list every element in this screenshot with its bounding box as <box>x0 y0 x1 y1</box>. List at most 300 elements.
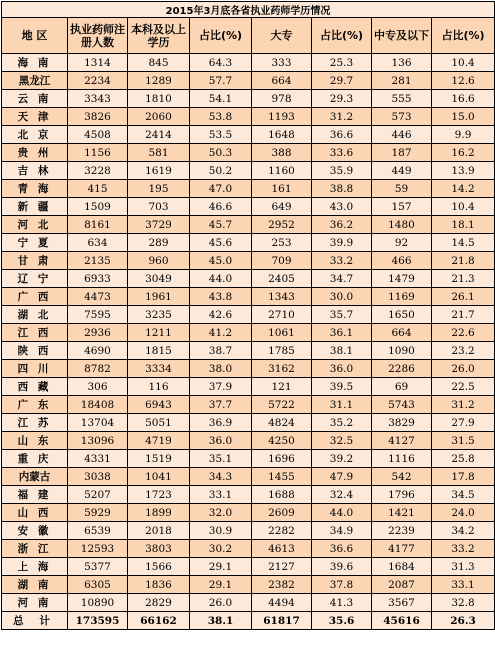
value-cell: 38.8 <box>312 180 372 198</box>
value-cell: 3826 <box>68 108 128 126</box>
region-cell: 山 东 <box>2 432 68 450</box>
value-cell: 47.9 <box>312 468 372 486</box>
value-cell: 542 <box>372 468 432 486</box>
value-cell: 388 <box>252 144 312 162</box>
value-cell: 31.3 <box>432 558 495 576</box>
value-cell: 1041 <box>128 468 190 486</box>
value-cell: 5722 <box>252 396 312 414</box>
value-cell: 2135 <box>68 252 128 270</box>
value-cell: 1566 <box>128 558 190 576</box>
region-cell: 江 苏 <box>2 414 68 432</box>
value-cell: 26.1 <box>432 288 495 306</box>
value-cell: 1169 <box>372 288 432 306</box>
value-cell: 1314 <box>68 54 128 72</box>
value-cell: 306 <box>68 378 128 396</box>
value-cell: 24.0 <box>432 504 495 522</box>
value-cell: 1688 <box>252 486 312 504</box>
value-cell: 22.5 <box>432 378 495 396</box>
value-cell: 2087 <box>372 576 432 594</box>
value-cell: 38.7 <box>190 342 252 360</box>
value-cell: 54.1 <box>190 90 252 108</box>
value-cell: 31.5 <box>432 432 495 450</box>
value-cell: 16.6 <box>432 90 495 108</box>
value-cell: 187 <box>372 144 432 162</box>
value-cell: 32.4 <box>312 486 372 504</box>
table-row <box>2 234 495 252</box>
value-cell: 3235 <box>128 306 190 324</box>
value-cell: 17.8 <box>432 468 495 486</box>
value-cell: 8161 <box>68 216 128 234</box>
value-cell: 449 <box>372 162 432 180</box>
region-cell: 辽 宁 <box>2 270 68 288</box>
table-row <box>2 54 495 72</box>
value-cell: 1648 <box>252 126 312 144</box>
value-cell: 5207 <box>68 486 128 504</box>
table-row <box>2 198 495 216</box>
region-cell: 浙 江 <box>2 540 68 558</box>
region-cell: 福 建 <box>2 486 68 504</box>
region-cell: 山 西 <box>2 504 68 522</box>
value-cell: 35.2 <box>312 414 372 432</box>
value-cell: 47.0 <box>190 180 252 198</box>
total-value: 66162 <box>128 612 190 630</box>
region-cell: 广 西 <box>2 288 68 306</box>
table-row <box>2 432 495 450</box>
region-cell: 四 川 <box>2 360 68 378</box>
column-header: 占比(%) <box>432 18 495 54</box>
value-cell: 45.0 <box>190 252 252 270</box>
region-cell: 江 西 <box>2 324 68 342</box>
value-cell: 1156 <box>68 144 128 162</box>
value-cell: 281 <box>372 72 432 90</box>
value-cell: 57.7 <box>190 72 252 90</box>
value-cell: 36.1 <box>312 324 372 342</box>
header-row <box>2 18 495 54</box>
value-cell: 4824 <box>252 414 312 432</box>
value-cell: 21.8 <box>432 252 495 270</box>
region-cell: 吉 林 <box>2 162 68 180</box>
value-cell: 978 <box>252 90 312 108</box>
region-cell: 海 南 <box>2 54 68 72</box>
table-body <box>2 54 495 612</box>
column-header: 占比(%) <box>312 18 372 54</box>
column-header: 大专 <box>252 18 312 54</box>
value-cell: 34.2 <box>432 522 495 540</box>
table-row <box>2 342 495 360</box>
table-row <box>2 252 495 270</box>
value-cell: 1785 <box>252 342 312 360</box>
value-cell: 44.0 <box>312 504 372 522</box>
table-row <box>2 522 495 540</box>
value-cell: 18408 <box>68 396 128 414</box>
value-cell: 38.1 <box>312 342 372 360</box>
total-value: 45616 <box>372 612 432 630</box>
value-cell: 634 <box>68 234 128 252</box>
value-cell: 1961 <box>128 288 190 306</box>
value-cell: 4494 <box>252 594 312 612</box>
value-cell: 92 <box>372 234 432 252</box>
value-cell: 12.6 <box>432 72 495 90</box>
table-row <box>2 396 495 414</box>
value-cell: 33.1 <box>432 576 495 594</box>
value-cell: 32.0 <box>190 504 252 522</box>
value-cell: 2710 <box>252 306 312 324</box>
value-cell: 4177 <box>372 540 432 558</box>
value-cell: 36.6 <box>312 126 372 144</box>
value-cell: 25.3 <box>312 54 372 72</box>
value-cell: 29.7 <box>312 72 372 90</box>
value-cell: 4613 <box>252 540 312 558</box>
value-cell: 1836 <box>128 576 190 594</box>
value-cell: 2414 <box>128 126 190 144</box>
table-row <box>2 594 495 612</box>
column-header: 本科及以上学历 <box>128 18 190 54</box>
value-cell: 2952 <box>252 216 312 234</box>
table-row <box>2 414 495 432</box>
value-cell: 37.9 <box>190 378 252 396</box>
value-cell: 12593 <box>68 540 128 558</box>
value-cell: 136 <box>372 54 432 72</box>
value-cell: 37.7 <box>190 396 252 414</box>
value-cell: 2405 <box>252 270 312 288</box>
region-cell: 内蒙古 <box>2 468 68 486</box>
value-cell: 4331 <box>68 450 128 468</box>
total-label: 总 计 <box>2 612 68 630</box>
value-cell: 2936 <box>68 324 128 342</box>
table-row <box>2 270 495 288</box>
table-row <box>2 324 495 342</box>
region-cell: 青 海 <box>2 180 68 198</box>
value-cell: 4473 <box>68 288 128 306</box>
value-cell: 5377 <box>68 558 128 576</box>
value-cell: 9.9 <box>432 126 495 144</box>
region-cell: 贵 州 <box>2 144 68 162</box>
value-cell: 26.0 <box>432 360 495 378</box>
value-cell: 1723 <box>128 486 190 504</box>
value-cell: 4508 <box>68 126 128 144</box>
value-cell: 5929 <box>68 504 128 522</box>
column-header: 占比(%) <box>190 18 252 54</box>
column-header: 地 区 <box>2 18 68 54</box>
value-cell: 1815 <box>128 342 190 360</box>
value-cell: 69 <box>372 378 432 396</box>
value-cell: 649 <box>252 198 312 216</box>
region-cell: 湖 北 <box>2 306 68 324</box>
value-cell: 27.9 <box>432 414 495 432</box>
table-row <box>2 378 495 396</box>
value-cell: 333 <box>252 54 312 72</box>
value-cell: 10.4 <box>432 54 495 72</box>
value-cell: 33.1 <box>190 486 252 504</box>
total-value: 35.6 <box>312 612 372 630</box>
value-cell: 1650 <box>372 306 432 324</box>
value-cell: 1696 <box>252 450 312 468</box>
value-cell: 1193 <box>252 108 312 126</box>
region-cell: 河 北 <box>2 216 68 234</box>
value-cell: 31.1 <box>312 396 372 414</box>
value-cell: 1509 <box>68 198 128 216</box>
region-cell: 宁 夏 <box>2 234 68 252</box>
value-cell: 30.0 <box>312 288 372 306</box>
region-cell: 甘 肃 <box>2 252 68 270</box>
value-cell: 1211 <box>128 324 190 342</box>
value-cell: 3343 <box>68 90 128 108</box>
value-cell: 33.2 <box>432 540 495 558</box>
value-cell: 1090 <box>372 342 432 360</box>
region-cell: 北 京 <box>2 126 68 144</box>
value-cell: 3038 <box>68 468 128 486</box>
pharmacist-education-table <box>1 1 495 630</box>
value-cell: 703 <box>128 198 190 216</box>
value-cell: 664 <box>252 72 312 90</box>
value-cell: 13096 <box>68 432 128 450</box>
value-cell: 3162 <box>252 360 312 378</box>
value-cell: 581 <box>128 144 190 162</box>
value-cell: 1899 <box>128 504 190 522</box>
value-cell: 4690 <box>68 342 128 360</box>
region-cell: 河 南 <box>2 594 68 612</box>
value-cell: 36.0 <box>312 360 372 378</box>
value-cell: 30.2 <box>190 540 252 558</box>
value-cell: 1343 <box>252 288 312 306</box>
value-cell: 1455 <box>252 468 312 486</box>
column-header: 执业药师注册人数 <box>68 18 128 54</box>
value-cell: 3049 <box>128 270 190 288</box>
value-cell: 1619 <box>128 162 190 180</box>
value-cell: 43.0 <box>312 198 372 216</box>
value-cell: 18.1 <box>432 216 495 234</box>
value-cell: 29.3 <box>312 90 372 108</box>
total-row <box>2 612 495 630</box>
value-cell: 960 <box>128 252 190 270</box>
value-cell: 14.2 <box>432 180 495 198</box>
value-cell: 59 <box>372 180 432 198</box>
value-cell: 10.4 <box>432 198 495 216</box>
value-cell: 38.0 <box>190 360 252 378</box>
table-row <box>2 162 495 180</box>
value-cell: 39.2 <box>312 450 372 468</box>
region-cell: 云 南 <box>2 90 68 108</box>
value-cell: 32.5 <box>312 432 372 450</box>
value-cell: 44.0 <box>190 270 252 288</box>
value-cell: 31.2 <box>432 396 495 414</box>
value-cell: 3829 <box>372 414 432 432</box>
region-cell: 重 庆 <box>2 450 68 468</box>
value-cell: 2127 <box>252 558 312 576</box>
value-cell: 36.2 <box>312 216 372 234</box>
value-cell: 1061 <box>252 324 312 342</box>
value-cell: 31.2 <box>312 108 372 126</box>
table-container <box>1 1 494 654</box>
value-cell: 21.7 <box>432 306 495 324</box>
value-cell: 4127 <box>372 432 432 450</box>
value-cell: 157 <box>372 198 432 216</box>
value-cell: 4250 <box>252 432 312 450</box>
value-cell: 1421 <box>372 504 432 522</box>
value-cell: 2382 <box>252 576 312 594</box>
value-cell: 2282 <box>252 522 312 540</box>
value-cell: 53.8 <box>190 108 252 126</box>
value-cell: 845 <box>128 54 190 72</box>
value-cell: 36.9 <box>190 414 252 432</box>
region-cell: 新 疆 <box>2 198 68 216</box>
table-row <box>2 558 495 576</box>
value-cell: 3729 <box>128 216 190 234</box>
region-cell: 天 津 <box>2 108 68 126</box>
total-value: 26.3 <box>432 612 495 630</box>
value-cell: 15.0 <box>432 108 495 126</box>
table-row <box>2 486 495 504</box>
value-cell: 50.2 <box>190 162 252 180</box>
value-cell: 6305 <box>68 576 128 594</box>
value-cell: 664 <box>372 324 432 342</box>
value-cell: 36.0 <box>190 432 252 450</box>
value-cell: 39.5 <box>312 378 372 396</box>
region-cell: 黑龙江 <box>2 72 68 90</box>
value-cell: 573 <box>372 108 432 126</box>
value-cell: 45.7 <box>190 216 252 234</box>
value-cell: 16.2 <box>432 144 495 162</box>
value-cell: 22.6 <box>432 324 495 342</box>
value-cell: 26.0 <box>190 594 252 612</box>
value-cell: 7595 <box>68 306 128 324</box>
value-cell: 6933 <box>68 270 128 288</box>
table-row <box>2 576 495 594</box>
value-cell: 34.7 <box>312 270 372 288</box>
value-cell: 29.1 <box>190 576 252 594</box>
value-cell: 2286 <box>372 360 432 378</box>
value-cell: 45.6 <box>190 234 252 252</box>
value-cell: 1289 <box>128 72 190 90</box>
value-cell: 446 <box>372 126 432 144</box>
value-cell: 36.6 <box>312 540 372 558</box>
value-cell: 39.9 <box>312 234 372 252</box>
value-cell: 6943 <box>128 396 190 414</box>
value-cell: 2829 <box>128 594 190 612</box>
region-cell: 上 海 <box>2 558 68 576</box>
table-row <box>2 126 495 144</box>
value-cell: 30.9 <box>190 522 252 540</box>
table-row <box>2 540 495 558</box>
table-row <box>2 288 495 306</box>
value-cell: 1116 <box>372 450 432 468</box>
value-cell: 2060 <box>128 108 190 126</box>
value-cell: 1796 <box>372 486 432 504</box>
value-cell: 121 <box>252 378 312 396</box>
table-row <box>2 72 495 90</box>
value-cell: 289 <box>128 234 190 252</box>
table-row <box>2 144 495 162</box>
value-cell: 253 <box>252 234 312 252</box>
total-value: 61817 <box>252 612 312 630</box>
value-cell: 39.6 <box>312 558 372 576</box>
value-cell: 13.9 <box>432 162 495 180</box>
value-cell: 33.2 <box>312 252 372 270</box>
value-cell: 34.3 <box>190 468 252 486</box>
value-cell: 10890 <box>68 594 128 612</box>
value-cell: 2239 <box>372 522 432 540</box>
table-row <box>2 216 495 234</box>
value-cell: 4719 <box>128 432 190 450</box>
value-cell: 3334 <box>128 360 190 378</box>
table-row <box>2 360 495 378</box>
value-cell: 42.6 <box>190 306 252 324</box>
value-cell: 3803 <box>128 540 190 558</box>
value-cell: 3567 <box>372 594 432 612</box>
table-title: 2015年3月底各省执业药师学历情况 <box>2 2 495 18</box>
region-cell: 广 东 <box>2 396 68 414</box>
value-cell: 53.5 <box>190 126 252 144</box>
value-cell: 64.3 <box>190 54 252 72</box>
value-cell: 43.8 <box>190 288 252 306</box>
region-cell: 西 藏 <box>2 378 68 396</box>
value-cell: 6539 <box>68 522 128 540</box>
value-cell: 32.8 <box>432 594 495 612</box>
total-value: 173595 <box>68 612 128 630</box>
table-row <box>2 108 495 126</box>
value-cell: 466 <box>372 252 432 270</box>
value-cell: 41.2 <box>190 324 252 342</box>
value-cell: 34.5 <box>432 486 495 504</box>
total-value: 38.1 <box>190 612 252 630</box>
value-cell: 2234 <box>68 72 128 90</box>
value-cell: 1479 <box>372 270 432 288</box>
value-cell: 33.6 <box>312 144 372 162</box>
value-cell: 35.1 <box>190 450 252 468</box>
value-cell: 14.5 <box>432 234 495 252</box>
table-row <box>2 306 495 324</box>
value-cell: 555 <box>372 90 432 108</box>
value-cell: 116 <box>128 378 190 396</box>
table-row <box>2 504 495 522</box>
value-cell: 3228 <box>68 162 128 180</box>
value-cell: 46.6 <box>190 198 252 216</box>
value-cell: 415 <box>68 180 128 198</box>
value-cell: 8782 <box>68 360 128 378</box>
table-row <box>2 468 495 486</box>
value-cell: 50.3 <box>190 144 252 162</box>
value-cell: 35.7 <box>312 306 372 324</box>
value-cell: 13704 <box>68 414 128 432</box>
value-cell: 161 <box>252 180 312 198</box>
value-cell: 1810 <box>128 90 190 108</box>
table-row <box>2 90 495 108</box>
table-row <box>2 450 495 468</box>
value-cell: 37.8 <box>312 576 372 594</box>
value-cell: 5743 <box>372 396 432 414</box>
value-cell: 2609 <box>252 504 312 522</box>
value-cell: 1160 <box>252 162 312 180</box>
value-cell: 34.9 <box>312 522 372 540</box>
value-cell: 35.9 <box>312 162 372 180</box>
value-cell: 195 <box>128 180 190 198</box>
value-cell: 23.2 <box>432 342 495 360</box>
region-cell: 陕 西 <box>2 342 68 360</box>
value-cell: 21.3 <box>432 270 495 288</box>
value-cell: 5051 <box>128 414 190 432</box>
region-cell: 湖 南 <box>2 576 68 594</box>
value-cell: 1519 <box>128 450 190 468</box>
column-header: 中专及以下 <box>372 18 432 54</box>
value-cell: 29.1 <box>190 558 252 576</box>
value-cell: 2018 <box>128 522 190 540</box>
table-row <box>2 180 495 198</box>
value-cell: 41.3 <box>312 594 372 612</box>
region-cell: 安 徽 <box>2 522 68 540</box>
value-cell: 25.8 <box>432 450 495 468</box>
value-cell: 1480 <box>372 216 432 234</box>
value-cell: 1684 <box>372 558 432 576</box>
